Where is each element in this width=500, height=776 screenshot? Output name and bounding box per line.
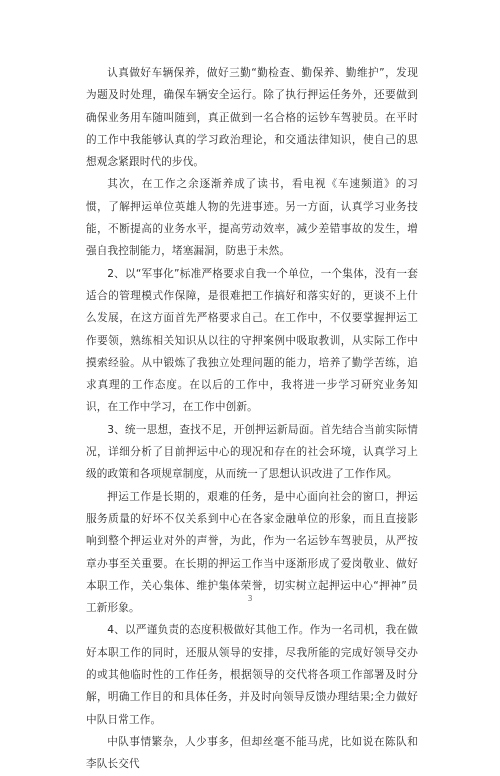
paragraph-2: 其次，在工作之余逐渐养成了读书，看电视《车速频道》的习惯，了解押运单位英雄人物的先进事迹。另一方面，认真学习业务技能，不断提高的业务水平，提高劳动效率，减少差错事故的发生，增强自我控制能力，堵塞漏洞，防患于未然。 [86,178,418,258]
paragraph-5: 押运工作是长期的，艰难的任务，是中心面向社会的窗口，押运服务质量的好坏不仅关系到中心在各家金融单位的形象，而且直接影响到整个押运业对外的声誉，为此，作为一名运钞车驾驶员，从严按章办事至关重要。在长期的押运工作当中逐渐形成了爱岗敬业、做好本职工作，关心集体、维护集体荣誉，切实树立起押运中心“押神”员工新形象。 [86,490,418,615]
paragraph-6: 4、以严谨负责的态度积极做好其他工作。作为一名司机，我在做好本职工作的同时，还服从领导的安排，尽我所能的完成好领导交办的或其他临时性的工作任务，根据领导的交代将各项工作部署及时分解，明确工作目的和具体任务，并及时向领导反馈办理结果;全力做好中队日常工作。 [86,624,418,726]
paragraph-7: 中队事情繁杂，人少事多，但却丝毫不能马虎，比如说在陈队和李队长交代 [86,735,418,771]
document-body [86,62,418,776]
paragraph-3: 2、以“军事化”标准严格要求自我一个单位，一个集体，没有一套适合的管理模式作保障，是很难把工作搞好和落实好的，更谈不上什么发展，在这方面首先严格要求自己。在工作中，不仅要掌握押运工作要领，熟练相关知识从以往的守押案例中吸取教训，从实际工作中摸索经验。从中锻炼了我独立处理问题的能力，培养了勤学苦练，追求真理的工作态度。在以后的工作中，我将进一步学习研究业务知识，在工作中学习，在工作中创新。 [86,267,418,414]
paragraph-1: 认真做好车辆保养，做好三勤“勤检查、勤保养、勤维护”，发现为题及时处理，确保车辆安全运行。除了执行押运任务外，还要做到确保业务用车随叫随到，真正做到一名合格的运钞车驾驶员。在平时的工作中我能够认真的学习政治理论，和交通法律知识，使自己的思想观念紧跟时代的步伐。 [86,67,418,169]
page-number: 3 [247,594,253,603]
paragraph-4: 3、统一思想，查找不足，开创押运新局面。首先结合当前实际情况，详细分析了目前押运中心的现况和存在的社会环境，认真学习上级的政策和各项规章制度，从而统一了思想认识改进了工作作风。 [86,423,418,481]
